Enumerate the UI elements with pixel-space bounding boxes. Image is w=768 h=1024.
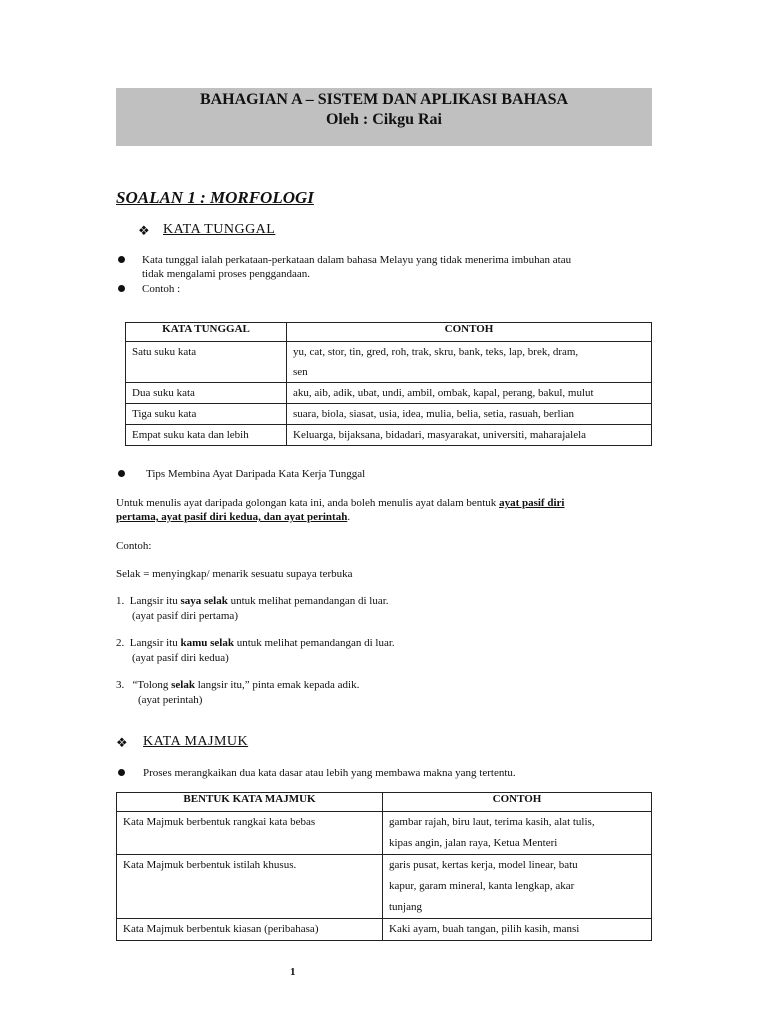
tips-text: Tips Membina Ayat Daripada Kata Kerja Tunggal <box>146 468 366 480</box>
table-cell-example: aku, aib, adik, ubat, undi, ambil, ombak, kapal, perang, bakul, mulut <box>287 383 652 404</box>
example-text: langsir itu,” pinta emak kepada adik. <box>194 679 360 691</box>
table-cell-example <box>287 342 652 383</box>
dot-bullet-icon <box>118 285 125 292</box>
diamond-bullet-icon: ❖ <box>116 735 128 750</box>
banner-author: Oleh : Cikgu Rai <box>325 111 442 128</box>
example-bold: kamu selak <box>180 637 234 649</box>
example-line: tunjang <box>389 901 422 913</box>
example-note: (ayat perintah) <box>138 694 203 706</box>
example-number: 2. <box>116 637 125 649</box>
example-text: “Tolong <box>132 679 172 691</box>
definition-text-line2: tidak mengalami proses penggandaan. <box>142 268 311 280</box>
table-cell-example: Kaki ayam, buah tangan, pilih kasih, mansi <box>383 919 652 941</box>
table-cell-example <box>383 812 652 855</box>
contoh-heading: Contoh: <box>116 540 152 552</box>
table-row <box>117 812 652 855</box>
dot-bullet-icon <box>118 470 125 477</box>
example-text: Langsir itu <box>129 595 181 607</box>
title-banner <box>116 88 652 146</box>
example-text: untuk melihat pemandangan di luar. <box>233 637 395 649</box>
table-cell-type: Tiga suku kata <box>126 404 287 425</box>
table-cell-type: Kata Majmuk berbentuk istilah khusus. <box>117 855 383 919</box>
table-cell-example <box>383 855 652 919</box>
example-number: 1. <box>116 595 125 607</box>
paragraph-text: . <box>347 511 351 523</box>
kata-majmuk-table <box>116 792 652 941</box>
table-row <box>117 919 652 941</box>
example-line: sen <box>293 366 308 378</box>
table-header: BENTUK KATA MAJMUK <box>117 793 383 812</box>
majmuk-definition: Proses merangkaikan dua kata dasar atau lebih yang membawa makna yang tertentu. <box>143 767 516 779</box>
table-cell-example: Keluarga, bijaksana, bidadari, masyarakat, universiti, maharajalela <box>287 425 652 446</box>
contoh-label: Contoh : <box>142 283 181 295</box>
diamond-bullet-icon: ❖ <box>138 223 150 238</box>
paragraph-emphasis: ayat pasif diri <box>499 497 565 509</box>
selak-definition: Selak = menyingkap/ menarik sesuatu supaya terbuka <box>116 568 353 580</box>
table-cell-type: Kata Majmuk berbentuk rangkai kata bebas <box>117 812 383 855</box>
example-line: kipas angin, jalan raya, Ketua Menteri <box>389 837 558 849</box>
question-title: SOALAN 1 : MORFOLOGI <box>116 188 314 207</box>
example-bold: selak <box>171 679 195 691</box>
paragraph-text: Untuk menulis ayat daripada golongan kata ini, anda boleh menulis ayat dalam bentuk <box>116 497 500 509</box>
table-row <box>126 425 652 446</box>
example-text: Langsir itu <box>129 637 181 649</box>
example-bold: saya selak <box>180 595 228 607</box>
kata-tunggal-table <box>125 322 652 446</box>
table-row <box>126 383 652 404</box>
example-number: 3. <box>116 679 125 691</box>
example-line: garis pusat, kertas kerja, model linear, batu <box>389 859 578 871</box>
paragraph-line2 <box>116 510 350 524</box>
table-header-row <box>117 793 652 812</box>
example-item <box>116 636 395 650</box>
paragraph-emphasis: pertama, ayat pasif diri kedua, dan ayat perintah <box>116 511 348 523</box>
table-cell-example: suara, biola, siasat, usia, idea, mulia, belia, setia, rasuah, berlian <box>287 404 652 425</box>
table-header-row <box>126 323 652 342</box>
table-cell-type: Satu suku kata <box>126 342 287 383</box>
example-line: kapur, garam mineral, kanta lengkap, akar <box>389 880 575 892</box>
example-text: untuk melihat pemandangan di luar. <box>227 595 389 607</box>
table-row <box>126 404 652 425</box>
table-header: CONTOH <box>287 323 652 342</box>
table-header: CONTOH <box>383 793 652 812</box>
dot-bullet-icon <box>118 256 125 263</box>
table-row <box>126 342 652 383</box>
example-note: (ayat pasif diri pertama) <box>132 610 238 622</box>
page-number: 1 <box>290 966 296 978</box>
section-title-kata-majmuk: KATA MAJMUK <box>143 734 249 749</box>
paragraph-line1 <box>116 496 564 510</box>
example-item <box>116 594 389 608</box>
table-cell-type: Empat suku kata dan lebih <box>126 425 287 446</box>
example-line: yu, cat, stor, tin, gred, roh, trak, skru, bank, teks, lap, brek, dram, <box>293 346 579 358</box>
example-line: gambar rajah, biru laut, terima kasih, alat tulis, <box>389 816 595 828</box>
banner-title: BAHAGIAN A – SISTEM DAN APLIKASI BAHASA <box>199 91 569 108</box>
table-header: KATA TUNGGAL <box>126 323 287 342</box>
dot-bullet-icon <box>118 769 125 776</box>
section-title-kata-tunggal: KATA TUNGGAL <box>163 222 276 237</box>
table-row <box>117 855 652 919</box>
definition-text-line1: Kata tunggal ialah perkataan-perkataan dalam bahasa Melayu yang tidak menerima imbuhan atau <box>142 254 572 266</box>
example-item <box>116 678 359 692</box>
table-cell-type: Kata Majmuk berbentuk kiasan (peribahasa) <box>117 919 383 941</box>
example-note: (ayat pasif diri kedua) <box>132 652 229 664</box>
table-cell-type: Dua suku kata <box>126 383 287 404</box>
